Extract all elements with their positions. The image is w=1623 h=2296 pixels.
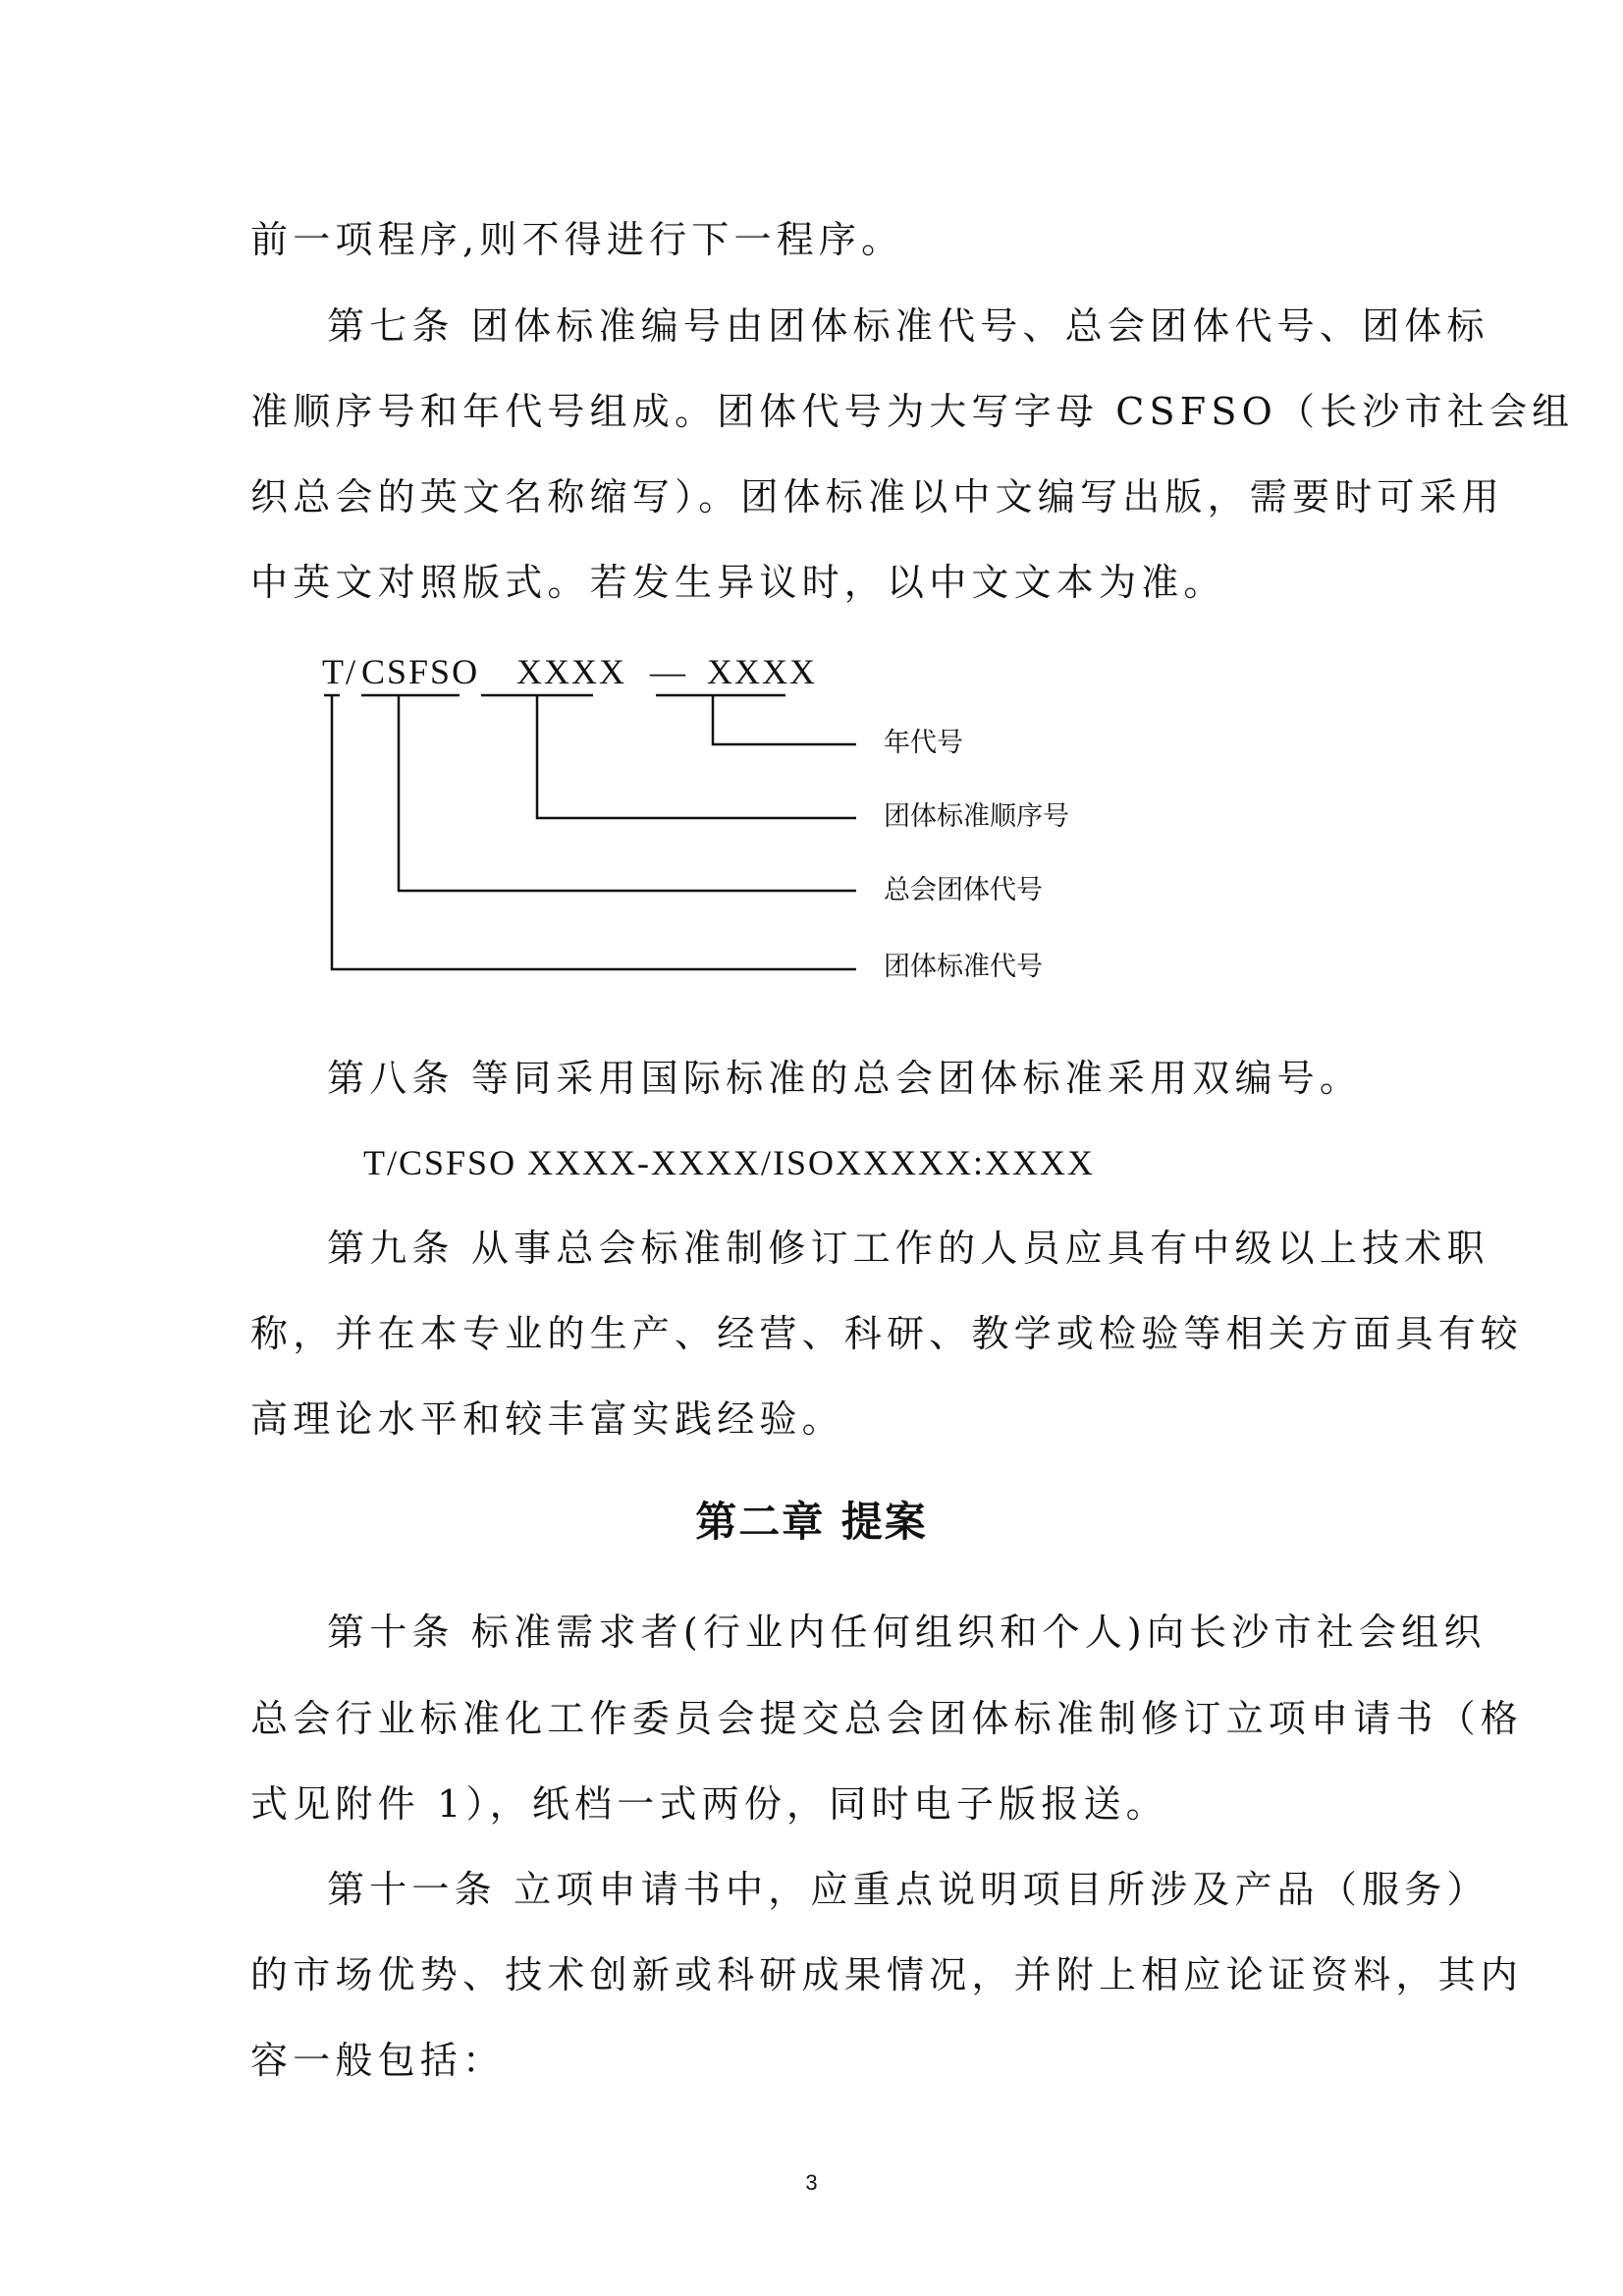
- paragraph-line: 前一项程序,则不得进行下一程序。: [250, 218, 904, 261]
- connector-sequence: [537, 695, 856, 818]
- connector-standard: [332, 695, 856, 969]
- article-10-line: 总会行业标准化工作委员会提交总会团体标准制修订立项申请书（格: [250, 1697, 1524, 1740]
- article-10-line: 式见附件 1），纸档一式两份，同时电子版报送。: [250, 1782, 1168, 1826]
- article-7-line: 中英文对照版式。若发生异议时，以中文文本为准。: [250, 561, 1226, 604]
- article-7-line: 第七条 团体标准编号由团体标准代号、总会团体代号、团体标: [327, 304, 1489, 348]
- article-9-line: 称，并在本专业的生产、经营、科研、教学或检验等相关方面具有较: [250, 1312, 1524, 1355]
- label-standard-code: 团体标准代号: [884, 952, 1043, 982]
- chapter-title: 第二章 提案: [695, 1498, 928, 1546]
- code-dash: —: [650, 652, 687, 691]
- code-sequence: XXXX: [516, 652, 626, 691]
- article-11-line: 容一般包括：: [250, 2039, 506, 2082]
- article-8: 第八条 等同采用国际标准的总会团体标准采用双编号。: [327, 1057, 1363, 1100]
- code-prefix: T/: [322, 652, 357, 691]
- article-7-line: 准顺序号和年代号组成。团体代号为大写字母 CSFSO（长沙市社会组: [250, 390, 1575, 433]
- label-org-code: 总会团体代号: [884, 875, 1043, 905]
- connector-year: [713, 695, 856, 744]
- label-year-code: 年代号: [884, 728, 963, 758]
- article-11-line: 的市场优势、技术创新或科研成果情况，并附上相应论证资料，其内: [250, 1953, 1524, 1996]
- article-7-line: 织总会的英文名称缩写）。团体标准以中文编写出版，需要时可采用: [250, 475, 1505, 519]
- article-11-line: 第十一条 立项申请书中，应重点说明项目所涉及产品（服务）: [327, 1868, 1489, 1911]
- code-year: XXXX: [707, 652, 817, 691]
- label-sequence-number: 团体标准顺序号: [884, 801, 1069, 832]
- connector-org: [399, 695, 856, 891]
- page-number: 3: [805, 2170, 818, 2195]
- article-9-line: 高理论水平和较丰富实践经验。: [250, 1397, 844, 1441]
- article-9-line: 第九条 从事总会标准制修订工作的人员应具有中级以上技术职: [327, 1227, 1489, 1270]
- code-org: CSFSO: [361, 652, 480, 691]
- article-8-example: T/CSFSO XXXX-XXXX/ISOXXXXX:XXXX: [363, 1143, 1096, 1182]
- article-10-line: 第十条 标准需求者(行业内任何组织和个人)向长沙市社会组织: [327, 1611, 1487, 1654]
